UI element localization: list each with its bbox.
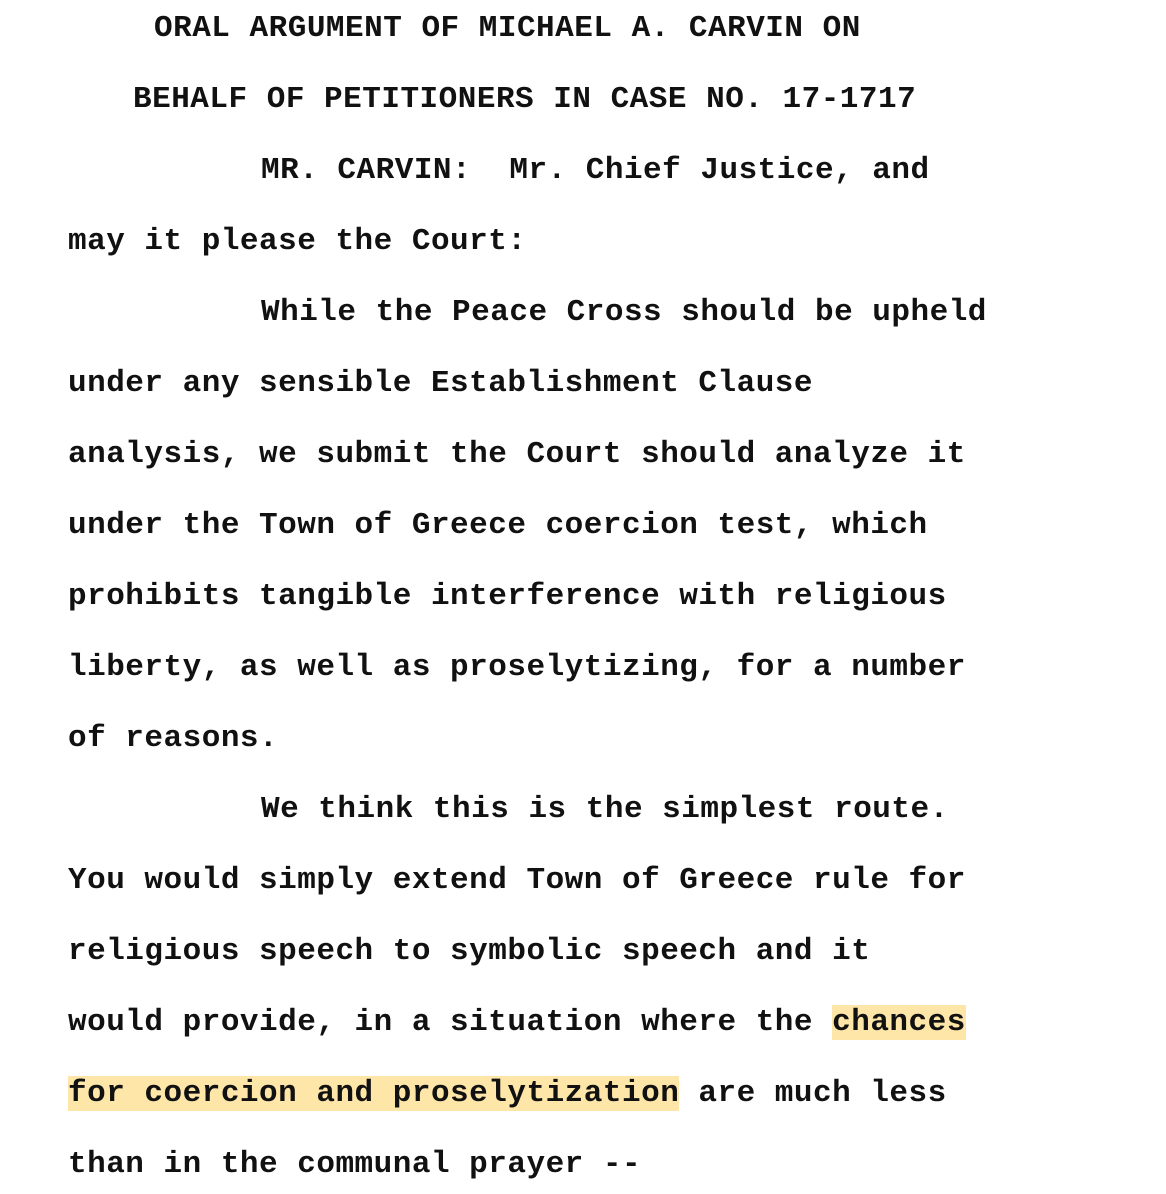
- text-line-6: under the Town of Greece coercion test, which: [68, 508, 928, 543]
- highlighted-text: for coercion and proselytization: [68, 1076, 680, 1111]
- text-line-4: under any sensible Establishment Clause: [68, 366, 814, 401]
- text-line-14: [68, 1074, 947, 1114]
- text-line-15: than in the communal prayer --: [68, 1147, 642, 1182]
- heading-line-1: ORAL ARGUMENT OF MICHAEL A. CARVIN ON: [154, 11, 861, 46]
- text-line-3: While the Peace Cross should be upheld: [261, 295, 987, 330]
- text-line-12: religious speech to symbolic speech and it: [68, 934, 871, 969]
- highlighted-text: chances: [832, 1005, 966, 1040]
- heading-line-2: BEHALF OF PETITIONERS IN CASE NO. 17-1717: [133, 82, 917, 117]
- text-line-10: We think this is the simplest route.: [261, 792, 949, 827]
- text-line-7: prohibits tangible interference with religious: [68, 579, 947, 614]
- text-line-13-plain: would provide, in a situation where the: [68, 1005, 833, 1040]
- text-line-11: You would simply extend Town of Greece rule for: [68, 863, 966, 898]
- text-line-1: MR. CARVIN: Mr. Chief Justice, and: [261, 153, 930, 188]
- text-line-9: of reasons.: [68, 721, 279, 756]
- text-line-8: liberty, as well as proselytizing, for a number: [68, 650, 966, 685]
- text-line-14-plain: are much less: [679, 1076, 947, 1111]
- text-line-5: analysis, we submit the Court should analyze it: [68, 437, 966, 472]
- text-line-2: may it please the Court:: [68, 224, 527, 259]
- text-line-13: [68, 1003, 966, 1043]
